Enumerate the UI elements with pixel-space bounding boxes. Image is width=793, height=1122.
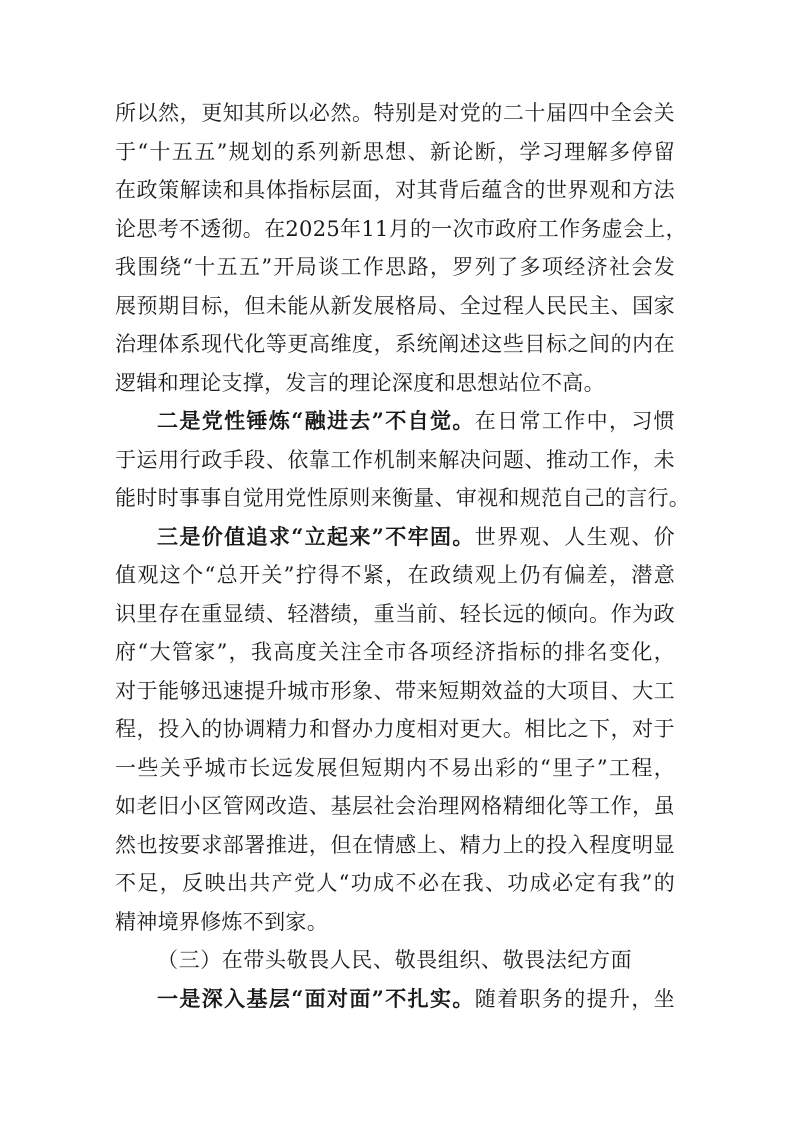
paragraph-line: 我围绕“十五五”开局谈工作思路，罗列了多项经济社会发	[115, 255, 675, 279]
paragraph-line: 逻辑和理论支撑，发言的理论深度和思想站位不高。	[115, 370, 605, 395]
paragraph-line: 能时时事事自觉用党性原则来衡量、审视和规范自己的言行。	[115, 486, 691, 510]
paragraph-line: 治理体系现代化等更高维度，系统阐述这些目标之间的内在	[115, 332, 675, 356]
paragraph-line: 所以然，更知其所以必然。特别是对党的二十届四中全会关	[115, 101, 675, 125]
paragraph-heading: 三是价值追求“立起来”不牢固。	[157, 523, 475, 549]
paragraph-line: 精神境界修炼不到家。	[115, 909, 328, 934]
paragraph-line: 不足，反映出共产党人“功成不必在我、功成必定有我”的	[115, 871, 675, 895]
paragraph-line: 值观这个“总开关”拧得不紧，在政绩观上仍有偏差，潜意	[115, 563, 675, 587]
paragraph-text: 随着职务的提升，坐	[474, 986, 675, 1011]
paragraph-line: 如老旧小区管网改造、基层社会治理网格精细化等工作，虽	[115, 794, 675, 818]
paragraph-line: 一些关乎城市长远发展但短期内不易出彩的“里子”工程，	[115, 755, 675, 780]
paragraph-line: 识里存在重显绩、轻潜绩，重当前、轻长远的倾向。作为政	[115, 601, 675, 626]
paragraph-line: 论思考不透彻。在2025年11月的一次市政府工作务虚会上，	[115, 216, 687, 241]
paragraph-line: 在政策解读和具体指标层面，对其背后蕴含的世界观和方法	[115, 178, 675, 202]
paragraph-first-line	[115, 518, 675, 557]
paragraph-heading: 一是深入基层“面对面”不扎实。	[157, 985, 475, 1011]
document-body	[115, 94, 691, 1018]
paragraph-line: 府“大管家”，我高度关注全市各项经济指标的排名变化，	[115, 640, 675, 664]
paragraph-line: 展预期目标，但未能从新发展格局、全过程人民民主、国家	[115, 293, 675, 318]
paragraph-text: 在日常工作中，习惯	[474, 409, 675, 433]
paragraph-line: 程，投入的协调精力和督办力度相对更大。相比之下，对于	[115, 717, 675, 741]
paragraph-line: 对于能够迅速提升城市形象、带来短期效益的大项目、大工	[115, 678, 675, 703]
paragraph-first-line	[115, 980, 675, 1019]
paragraph-first-line	[115, 402, 675, 441]
paragraph-line: 于运用行政手段、依靠工作机制来解决问题、推动工作，未	[115, 447, 675, 472]
section-heading: （三）在带头敬畏人民、敬畏组织、敬畏法纪方面	[157, 948, 633, 972]
paragraph-text: 世界观、人生观、价	[474, 524, 675, 549]
paragraph-line: 然也按要求部署推进，但在情感上、精力上的投入程度明显	[115, 832, 675, 857]
paragraph-heading: 二是党性锤炼“融进去”不自觉。	[157, 408, 475, 433]
paragraph-line: 于“十五五”规划的系列新思想、新论断，学习理解多停留	[115, 139, 675, 164]
